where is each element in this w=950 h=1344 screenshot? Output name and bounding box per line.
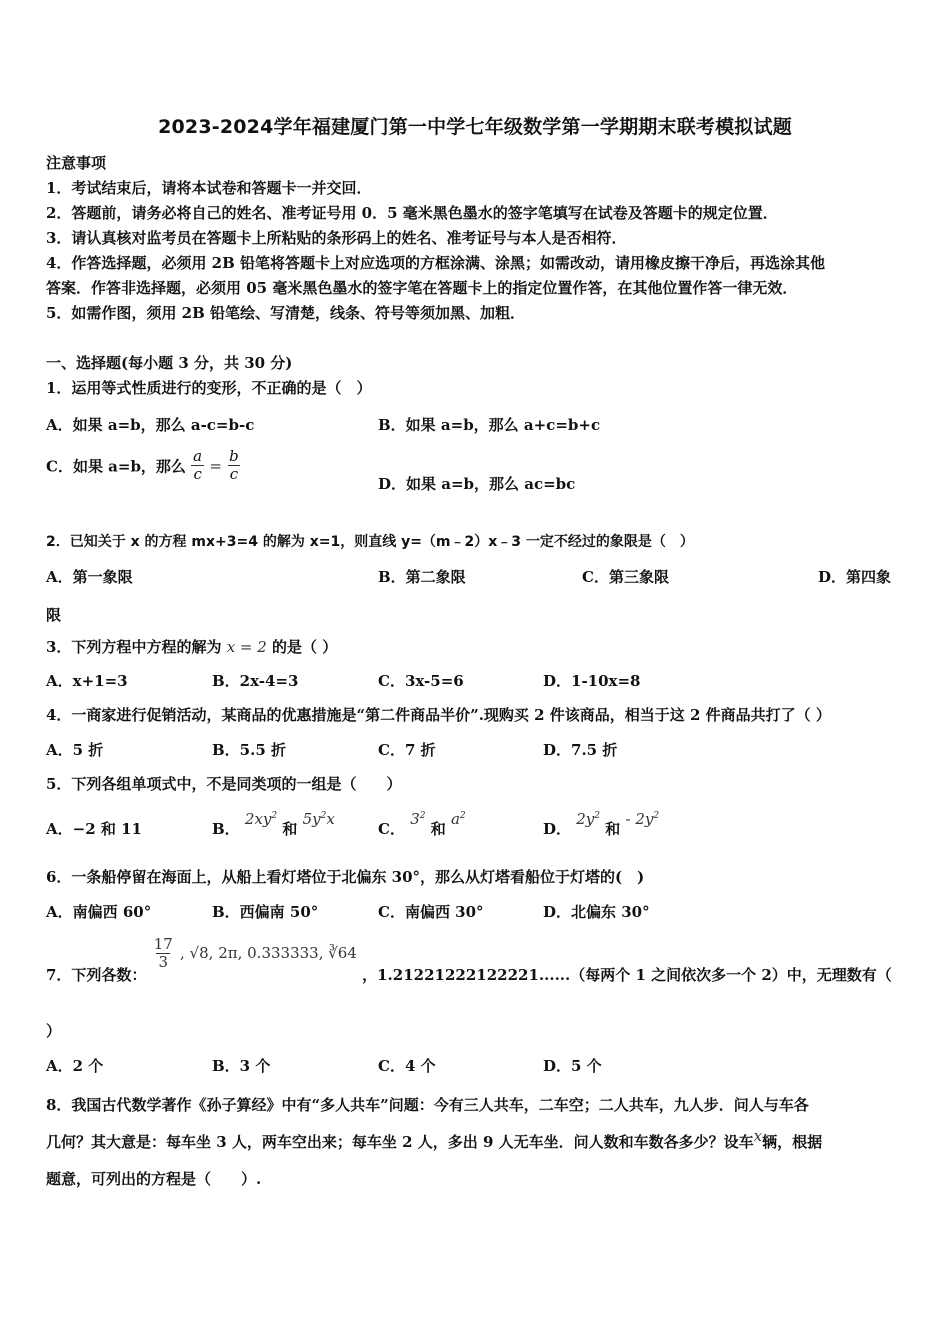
q2-option-c: C．第三象限 (582, 568, 669, 586)
question-8-line-3: 题意，可列出的方程是（ ）. (46, 1170, 262, 1188)
q3-option-c: C．3x-5=6 (378, 672, 464, 690)
q2-option-b: B．第二象限 (378, 568, 466, 586)
monomial (451, 810, 466, 828)
fraction-17-over-3 (152, 936, 175, 972)
question-3-stem (46, 636, 337, 657)
q3-option-a: A．x+1=3 (46, 672, 128, 690)
q7-number-list: , √8, 2π, 0.333333, ∛64 (180, 943, 357, 962)
q4-option-d: D．7.5 折 (543, 741, 618, 759)
monomial-base: - 2y (625, 810, 654, 828)
q5-option-c (378, 808, 466, 838)
notice-item: 1．考试结束后，请将本试卷和答题卡一并交回． (46, 179, 372, 197)
q5-option-d (543, 808, 660, 838)
q7-option-d: D．5 个 (543, 1057, 602, 1075)
monomial-base: 2xy (244, 810, 272, 828)
fraction-a-over-c (191, 448, 204, 484)
q7-close-paren: ） (46, 1022, 62, 1040)
q3-stem-suffix: 的是（ ） (272, 638, 338, 656)
equals-sign: = (209, 456, 222, 475)
q7-stem-prefix: 7．下列各数： (46, 965, 147, 984)
q3-math-x-equals-2: x = 2 (226, 638, 267, 656)
notice-item: 2．答题前，请务必将自己的姓名、准考证号用 0．5 毫米黑色墨水的签字笔填写在试卷及答题卡的规定位置． (46, 204, 778, 222)
numerator: b (229, 447, 239, 465)
denominator: 3 (158, 953, 168, 972)
exponent: 2 (653, 811, 660, 821)
monomial-base: a (450, 810, 460, 828)
monomial-base: 2y (576, 810, 595, 828)
q8-variable-x: x (753, 1127, 763, 1145)
notice-item: 4．作答选择题，必须用 2B 铅笔将答题卡上对应选项的方框涂满、涂黑；如需改动，请用橡皮擦干净后，再选涂其他 (46, 254, 826, 272)
q7-option-c: C．4 个 (378, 1057, 436, 1075)
monomial (245, 810, 277, 828)
question-7-stem (46, 935, 892, 984)
q2-option-d-wrap: 限 (46, 606, 62, 624)
q5-option-b-label: B． (212, 820, 240, 838)
question-8-line-2 (46, 1127, 823, 1152)
q7-option-a: A．2 个 (46, 1057, 104, 1075)
monomial-base: 5y (302, 810, 321, 828)
q6-option-a: A．南偏西 60° (46, 903, 152, 921)
monomial-tail: x (326, 810, 335, 828)
notice-item: 答案．作答非选择题，必须用 05 毫米黑色墨水的签字笔在答题卡上的指定位置作答，在其他位置作答一律无效． (46, 279, 798, 297)
q1-option-c (46, 448, 241, 484)
and-word: 和 (282, 820, 298, 838)
question-2-stem: 2．已知关于 x 的方程 mx+3=4 的解为 x=1，则直线 y=（m﹣2）x﹣3 一定不经过的象限是（ ） (46, 534, 694, 550)
exponent: 2 (459, 811, 466, 821)
q5-option-a: A．−2 和 11 (46, 820, 142, 838)
q8-line-2-suffix: 辆，根据 (762, 1133, 823, 1151)
question-6-stem: 6．一条船停留在海面上，从船上看灯塔位于北偏东 30°，那么从灯塔看船位于灯塔的( ) (46, 868, 645, 886)
monomial-base: 3 (410, 810, 420, 828)
notice-item: 3．请认真核对监考员在答题卡上所粘贴的条形码上的姓名、准考证号与本人是否相符． (46, 229, 627, 247)
notice-heading: 注意事项 (46, 154, 107, 172)
and-word: 和 (605, 820, 621, 838)
q4-option-c: C．7 折 (378, 741, 436, 759)
q2-option-d: D．第四象 (818, 568, 892, 586)
denominator: c (229, 465, 239, 484)
q3-option-b: B．2x-4=3 (212, 672, 299, 690)
q1-option-d: D．如果 a=b，那么 ac=bc (378, 475, 576, 493)
exam-title: 2023-2024学年福建厦门第一中学七年级数学第一学期期末联考模拟试题 (158, 116, 792, 138)
exponent: 2 (320, 811, 327, 821)
fraction-b-over-c (227, 448, 241, 484)
q7-option-b: B．3 个 (212, 1057, 271, 1075)
monomial (303, 810, 335, 828)
q4-option-b: B．5.5 折 (212, 741, 286, 759)
q4-option-a: A．5 折 (46, 741, 104, 759)
q1-option-b: B．如果 a=b，那么 a+c=b+c (378, 416, 601, 434)
question-4-stem: 4．一商家进行促销活动，某商品的优惠措施是“第二件商品半价”.现购买 2 件该商品，相当于这 2 件商品共打了（ ） (46, 706, 831, 724)
exponent: 2 (419, 811, 426, 821)
q6-option-b: B．西偏南 50° (212, 903, 319, 921)
notice-item: 5．如需作图，须用 2B 铅笔绘、写清楚，线条、符号等须加黑、加粗． (46, 304, 525, 322)
q6-option-d: D．北偏东 30° (543, 903, 650, 921)
q6-option-c: C．南偏西 30° (378, 903, 484, 921)
q1-option-c-text: C．如果 a=b，那么 (46, 457, 186, 476)
question-5-stem: 5．下列各组单项式中，不是同类项的一组是（ ） (46, 775, 402, 793)
monomial (576, 810, 600, 828)
q8-line-2-prefix: 几何？其大意是：每车坐 3 人，两车空出来；每车坐 2 人，多出 9 人无车坐．问人数和车数各多少？设车 (46, 1133, 754, 1151)
monomial (410, 810, 425, 828)
question-8-line-1: 8．我国古代数学著作《孙子算经》中有“多人共车”问题：今有三人共车，二车空；二人共车，九人步．问人与车各 (46, 1096, 809, 1114)
exponent: 2 (271, 811, 278, 821)
numerator: 17 (153, 935, 173, 953)
q2-option-a: A．第一象限 (46, 568, 133, 586)
q3-option-d: D．1-10x=8 (543, 672, 641, 690)
denominator: c (193, 465, 202, 484)
monomial (626, 810, 660, 828)
q3-stem-prefix: 3．下列方程中方程的解为 (46, 638, 222, 656)
exponent: 2 (594, 811, 601, 821)
q7-stem-suffix: ，1.21221222122221......（每两个 1 之间依次多一个 2）中，无理数有（ (362, 965, 892, 984)
q5-option-b (212, 808, 335, 838)
q1-option-a: A．如果 a=b，那么 a-c=b-c (46, 416, 255, 434)
q5-option-d-label: D． (543, 820, 572, 838)
section-heading: 一、选择题(每小题 3 分，共 30 分) (46, 354, 293, 372)
q5-option-c-label: C． (378, 820, 405, 838)
numerator: a (193, 447, 203, 465)
question-1-stem: 1．运用等式性质进行的变形，不正确的是（ ） (46, 379, 372, 397)
and-word: 和 (430, 820, 446, 838)
